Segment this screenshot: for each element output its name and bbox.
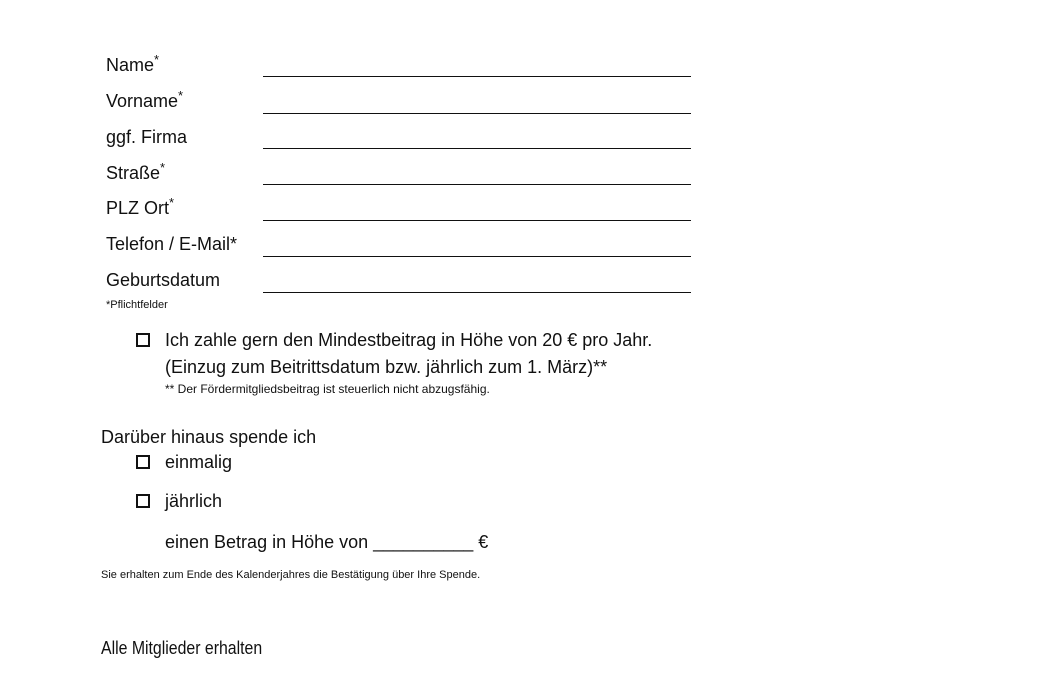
membership-checkbox[interactable]	[136, 333, 150, 347]
plz-ort-input-line[interactable]	[263, 220, 691, 221]
membership-footnote: ** Der Fördermitgliedsbeitrag ist steuerlich nicht abzugsfähig.	[165, 382, 490, 396]
telefon-email-input-line[interactable]	[263, 256, 691, 257]
benefits-heading: Alle Mitglieder erhalten	[101, 638, 263, 658]
name-input-line[interactable]	[263, 76, 691, 77]
donation-amount-text: einen Betrag in Höhe von __________ €	[165, 532, 489, 552]
donation-once-label: einmalig	[165, 452, 233, 472]
firma-input-line[interactable]	[263, 148, 691, 149]
field-label-vorname: Vorname*	[106, 88, 184, 111]
field-label-telefon-email: Telefon / E-Mail*	[106, 234, 238, 254]
field-label-strasse: Straße*	[106, 160, 166, 183]
field-label-name: Name*	[106, 52, 160, 75]
donation-yearly-label: jährlich	[165, 491, 223, 511]
field-label-firma: ggf. Firma	[106, 127, 188, 147]
donation-once-checkbox[interactable]	[136, 455, 150, 469]
required-fields-note: *Pflichtfelder	[106, 299, 168, 311]
vorname-input-line[interactable]	[263, 113, 691, 114]
strasse-input-line[interactable]	[263, 184, 691, 185]
donation-confirmation-note: Sie erhalten zum Ende des Kalenderjahres die Bestätigung über Ihre Spende.	[101, 569, 481, 581]
membership-line-1: Ich zahle gern den Mindestbeitrag in Höhe von 20 € pro Jahr.	[165, 330, 653, 350]
geburtsdatum-input-line[interactable]	[263, 292, 691, 293]
field-label-plz-ort: PLZ Ort*	[106, 195, 175, 218]
field-label-geburtsdatum: Geburtsdatum	[106, 270, 221, 290]
donation-heading: Darüber hinaus spende ich	[101, 427, 317, 447]
membership-line-2: (Einzug zum Beitrittsdatum bzw. jährlich zum 1. März)**	[165, 357, 608, 377]
donation-yearly-checkbox[interactable]	[136, 494, 150, 508]
